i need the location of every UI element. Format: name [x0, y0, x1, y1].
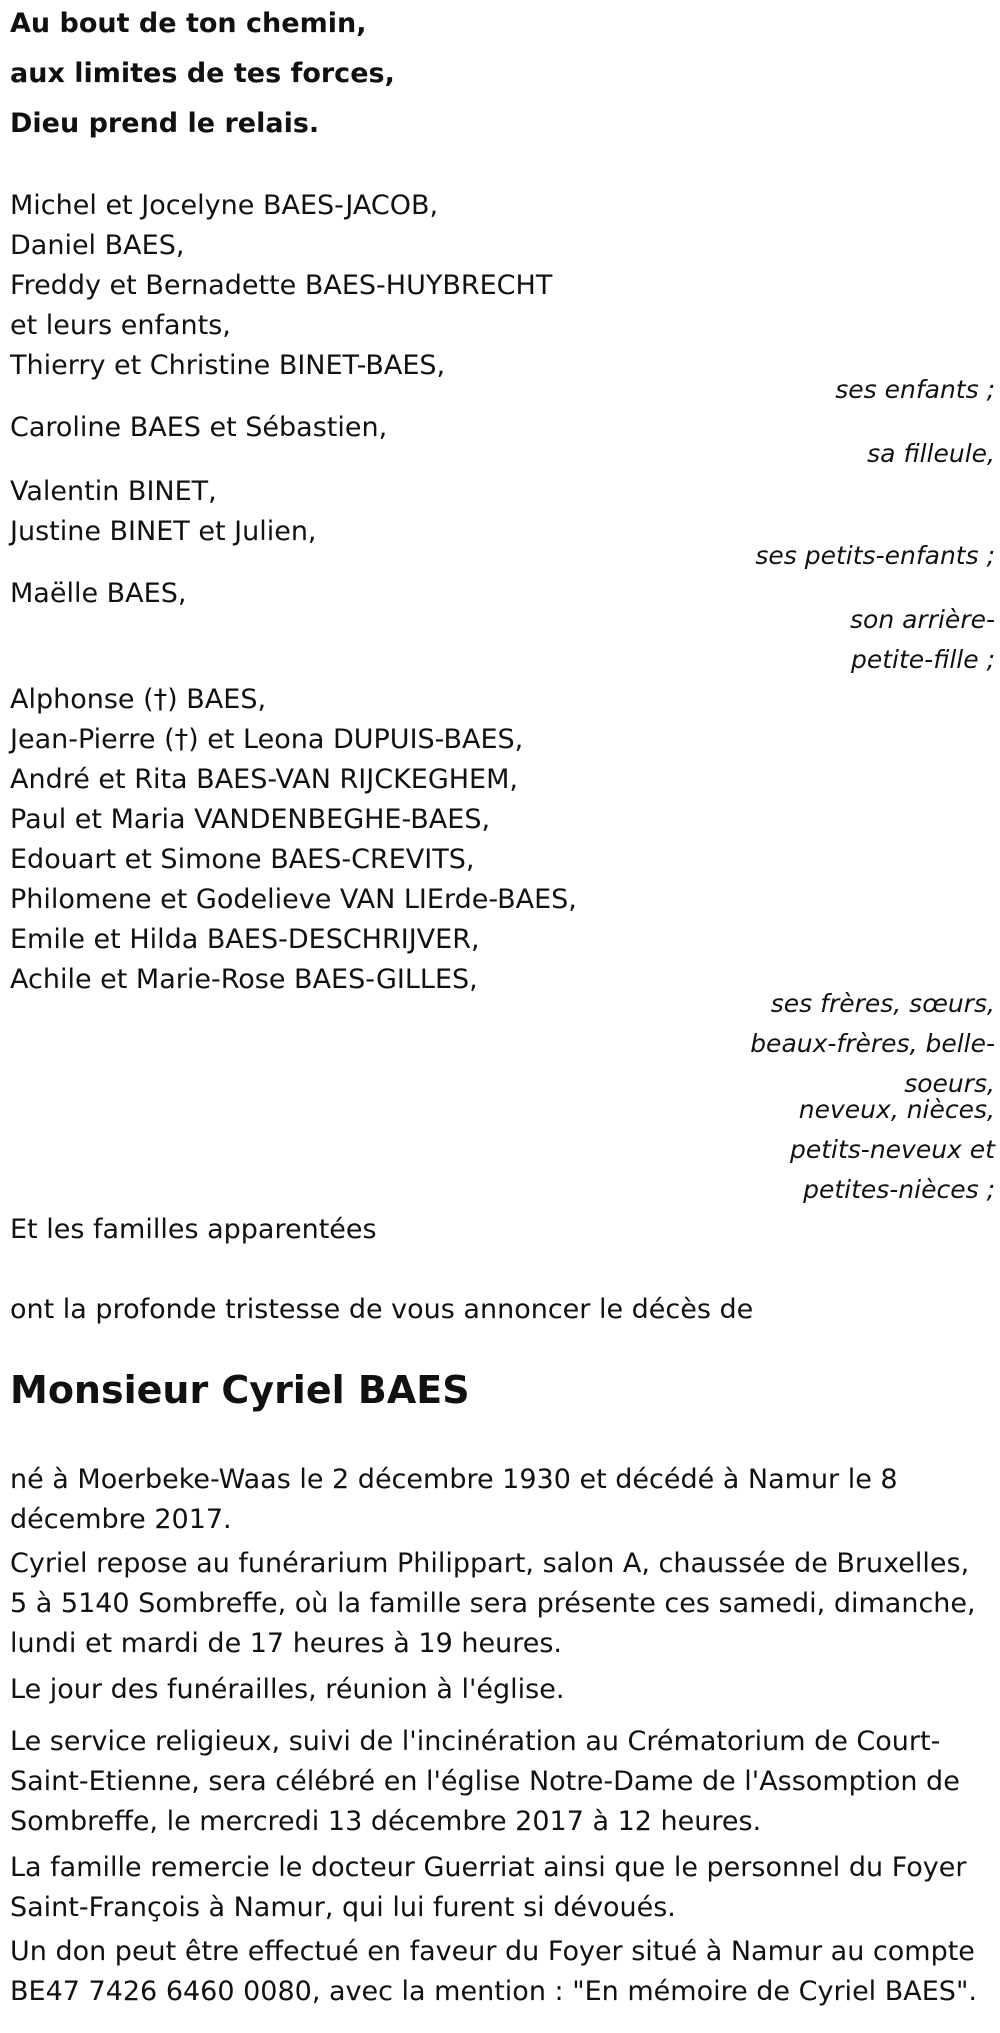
- family-member: Daniel BAES,: [10, 230, 185, 261]
- relation-label: soeurs,: [904, 1069, 995, 1098]
- verse-line: aux limites de tes forces,: [10, 58, 395, 89]
- donation-paragraph: Un don peut être effectué en faveur du Foyer situé à Namur au compte BE47 7426 6460 0080, avec la mention : "En mémoire de Cyriel BAES".: [10, 1936, 977, 2007]
- announcement: ont la profonde tristesse de vous annoncer le décès de: [10, 1294, 754, 1325]
- deceased-name: Monsieur Cyriel BAES: [10, 1368, 470, 1412]
- family-member: André et Rita BAES-VAN RIJCKEGHEM,: [10, 764, 518, 795]
- thanks-paragraph: La famille remercie le docteur Guerriat ainsi que le personnel du Foyer Saint-François à Namur, qui lui furent si dévoués.: [10, 1852, 967, 1923]
- birth-death-paragraph: né à Moerbeke-Waas le 2 décembre 1930 et décédé à Namur le 8 décembre 2017.: [10, 1464, 898, 1535]
- funerarium-paragraph: Cyriel repose au funérarium Philippart, salon A, chaussée de Bruxelles, 5 à 5140 Sombreffe, où la famille sera présente ces samedi, dimanche, lundi et mardi de 17 heures à 19 heures.: [10, 1548, 976, 1659]
- family-member: Thierry et Christine BINET-BAES,: [10, 350, 446, 381]
- service-paragraph: Le service religieux, suivi de l'incinération au Crématorium de Court-Saint-Etienne, sera célébré en l'église Notre-Dame de l'Assomption de Sombreffe, le mercredi 13 décembre 2017 à 12 heures.: [10, 1726, 960, 1837]
- relation-label: petites-nièces ;: [803, 1175, 995, 1204]
- relation-label: beaux-frères, belle-: [750, 1029, 995, 1058]
- family-member: Alphonse (†) BAES,: [10, 684, 267, 715]
- relation-label: son arrière-: [850, 605, 995, 634]
- family-member: Justine BINET et Julien,: [10, 516, 317, 547]
- meeting-paragraph: Le jour des funérailles, réunion à l'église.: [10, 1674, 565, 1705]
- family-member: Philomene et Godelieve VAN LIErde-BAES,: [10, 884, 577, 915]
- family-member: Maëlle BAES,: [10, 578, 187, 609]
- relation-label: ses enfants ;: [835, 375, 995, 404]
- relation-label: ses frères, sœurs,: [770, 989, 995, 1018]
- relation-label: ses petits-enfants ;: [755, 541, 995, 570]
- family-member: Edouart et Simone BAES-CREVITS,: [10, 844, 475, 875]
- relation-label: petits-neveux et: [789, 1135, 995, 1164]
- family-member: Freddy et Bernadette BAES-HUYBRECHT: [10, 270, 553, 301]
- relation-label: sa filleule,: [867, 439, 995, 468]
- family-member: Michel et Jocelyne BAES-JACOB,: [10, 190, 439, 221]
- relation-label: neveux, nièces,: [798, 1095, 995, 1124]
- verse-line: Dieu prend le relais.: [10, 108, 320, 139]
- family-member: Jean-Pierre (†) et Leona DUPUIS-BAES,: [10, 724, 524, 755]
- relation-label: petite-fille ;: [851, 645, 995, 674]
- family-member: Valentin BINET,: [10, 476, 217, 507]
- family-member: Caroline BAES et Sébastien,: [10, 412, 388, 443]
- verse-line: Au bout de ton chemin,: [10, 8, 367, 39]
- family-member: Paul et Maria VANDENBEGHE-BAES,: [10, 804, 491, 835]
- relatives-line: Et les familles apparentées: [10, 1214, 377, 1245]
- family-member: Achile et Marie-Rose BAES-GILLES,: [10, 964, 478, 995]
- family-member: et leurs enfants,: [10, 310, 231, 341]
- family-member: Emile et Hilda BAES-DESCHRIJVER,: [10, 924, 480, 955]
